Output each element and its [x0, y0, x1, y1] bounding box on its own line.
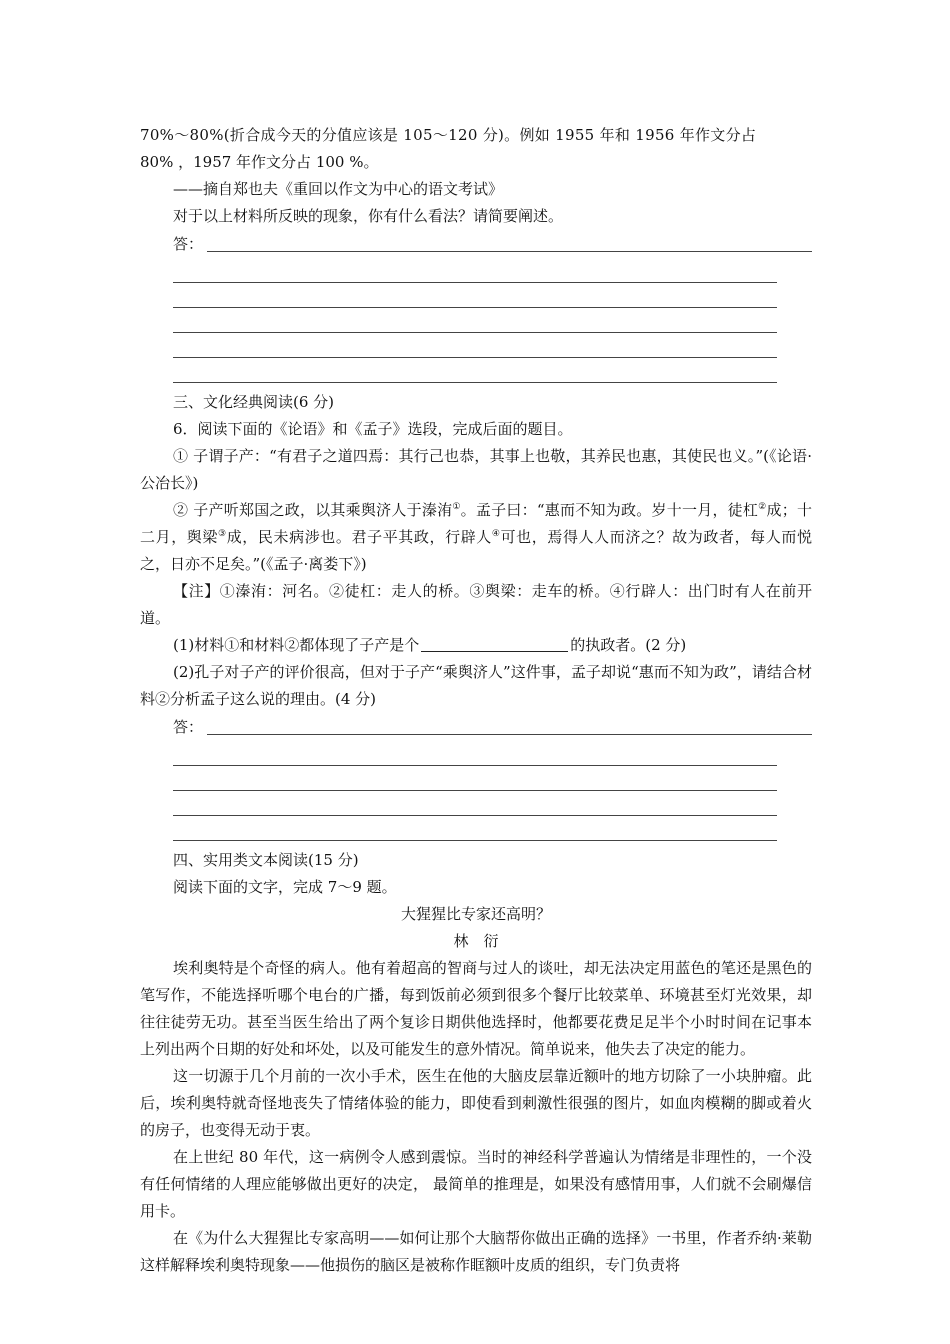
article-paragraph: 埃利奥特是个奇怪的病人。他有着超高的智商与过人的谈吐，却无法决定用蓝色的笔还是黑色的笔写作，不能选择听哪个电台的广播，每到饭前必须到很多个餐厅比较菜单、环境甚至灯光效果，却往往徒劳无功。甚至当医生给出了两个复诊日期供他选择时，他都要花费足足半个小时时间在记事本上列出两个日期的好处和坏处，以及可能发生的意外情况。简单说来，他失去了决定的能力。 [140, 959, 812, 1058]
text-line: 80% ，1957 年作文分占 100 %。 [140, 153, 379, 171]
footnote-mark: ④ [491, 529, 501, 539]
source-citation: ——摘自郑也夫《重回以作文为中心的语文考试》 [173, 180, 504, 198]
answer-label: 答： [173, 718, 204, 736]
answer-line[interactable] [173, 766, 777, 791]
material-1: ① 子谓子产：“有君子之道四焉：其行己也恭，其事上也敬，其养民也惠，其使民也义。”(《论语·公冶长》) [140, 447, 812, 492]
answer-line[interactable] [173, 741, 777, 766]
article-paragraph: 在上世纪 80 年代，这一病例令人感到震惊。当时的神经科学普遍认为情绪是非理性的，一个没有任何情绪的人理应能够做出更好的决定， 最简单的推理是，如果没有感情用事，人们就不会刷爆信用卡。 [140, 1148, 812, 1220]
article-author: 林 衍 [453, 932, 499, 950]
answer-line[interactable] [140, 230, 812, 258]
answer-line[interactable] [140, 713, 812, 741]
article-title: 大猩猩比专家还高明？ [400, 905, 551, 923]
section-heading: 四、实用类文本阅读(15 分) [173, 851, 359, 869]
footnote-mark: ③ [218, 529, 227, 539]
answer-line[interactable] [173, 333, 777, 358]
question-6: 6．阅读下面的《论语》和《孟子》选段，完成后面的题目。 [173, 420, 573, 438]
answer-line[interactable] [173, 358, 777, 383]
section-heading: 三、文化经典阅读(6 分) [173, 393, 335, 411]
answer-label: 答： [173, 235, 204, 253]
answer-line[interactable] [173, 791, 777, 816]
footnote-mark: ① [452, 502, 461, 512]
fill-blank[interactable] [421, 636, 568, 652]
article-paragraph: 这一切源于几个月前的一次小手术，医生在他的大脑皮层靠近额叶的地方切除了一小块肿瘤。此后，埃利奥特就奇怪地丧失了情绪体验的能力，即使看到刺激性很强的图片，如血肉模糊的脚或着火的房子，也变得无动于衷。 [140, 1067, 812, 1139]
answer-line[interactable] [173, 283, 777, 308]
document-page [140, 122, 812, 1279]
annotation-note: 【注】①溱洧：河名。②徒杠：走人的桥。③舆梁：走车的桥。④行辟人：出门时有人在前开道。 [140, 582, 812, 627]
answer-line[interactable] [173, 258, 777, 283]
question-prompt: 对于以上材料所反映的现象，你有什么看法？请简要阐述。 [173, 207, 564, 225]
reading-instruction: 阅读下面的文字，完成 7～9 题。 [173, 878, 397, 896]
material-2: ② 子产听郑国之政，以其乘舆济人于溱洧①。孟子曰：“惠而不知为政。岁十一月，徒杠②成；十二月，舆梁③成，民未病涉也。君子平其政，行辟人④可也，焉得人人而济之？故为政者，每人而悦之，日亦不足矣。”(《孟子·离娄下》) [140, 501, 812, 573]
text-line: 70%～80%(折合成今天的分值应该是 105～120 分)。例如 1955 年和 1956 年作文分占 [140, 126, 757, 144]
footnote-mark: ② [758, 502, 767, 512]
answer-line[interactable] [173, 308, 777, 333]
answer-line[interactable] [173, 816, 777, 841]
sub-question-2: (2)孔子对子产的评价很高，但对于子产“乘舆济人”这件事，孟子却说“惠而不知为政”，请结合材料②分析孟子这么说的理由。(4 分) [140, 663, 812, 708]
article-paragraph: 在《为什么大猩猩比专家高明——如何让那个大脑帮你做出正确的选择》一书里，作者乔纳·莱勒这样解释埃利奥特现象——他损伤的脑区是被称作眶额叶皮质的组织，专门负责将 [140, 1229, 812, 1274]
sub-question-1: (1)材料①和材料②都体现了子产是个 的执政者。(2 分) [173, 636, 687, 654]
